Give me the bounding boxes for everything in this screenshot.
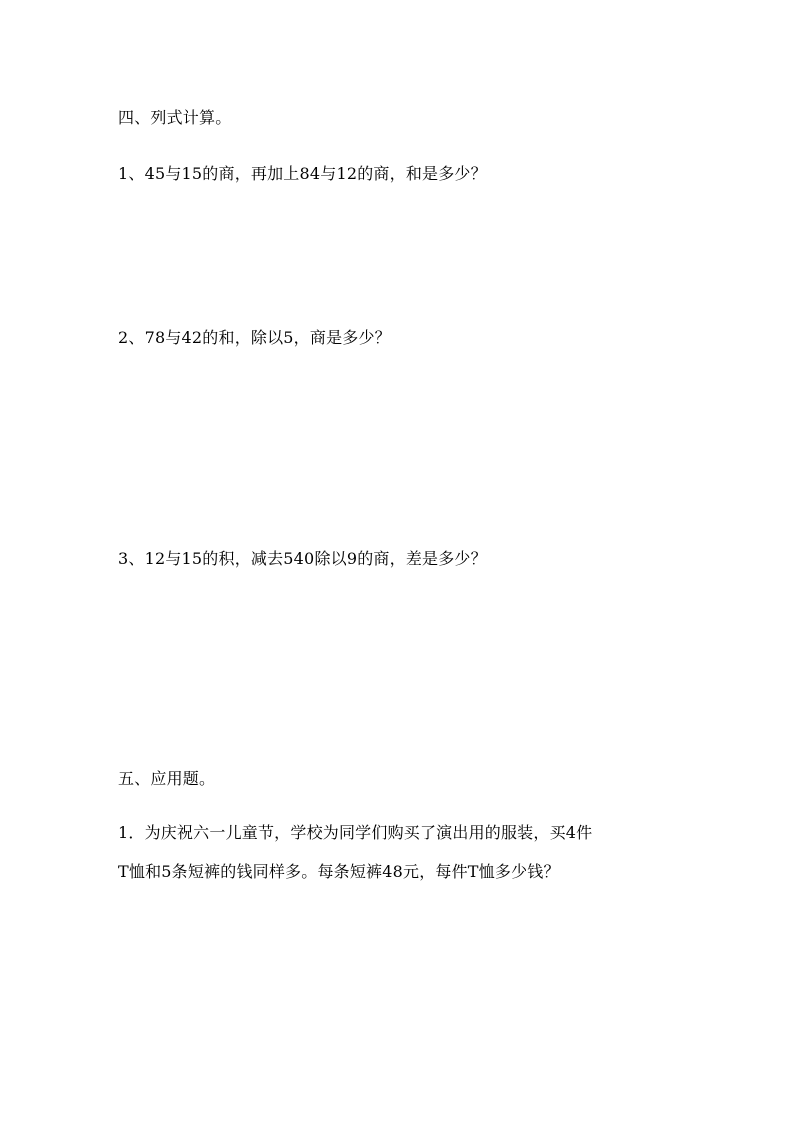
word-problem-1-line-2: T恤和5条短裤的钱同样多。每条短裤48元，每件T恤多少钱？: [118, 862, 560, 881]
calculation-question-3: 3、12与15的积，减去540除以9的商，差是多少？: [118, 549, 487, 568]
word-problem-1-line-1: 1．为庆祝六一儿童节，学校为同学们购买了演出用的服装，买4件: [118, 823, 593, 842]
calculation-question-2: 2、78与42的和，除以5，商是多少？: [118, 328, 391, 347]
section-title-calculation: 四、列式计算。: [118, 108, 232, 127]
calculation-question-1: 1、45与15的商，再加上84与12的商，和是多少？: [118, 164, 487, 183]
section-title-word-problems: 五、应用题。: [118, 769, 216, 788]
